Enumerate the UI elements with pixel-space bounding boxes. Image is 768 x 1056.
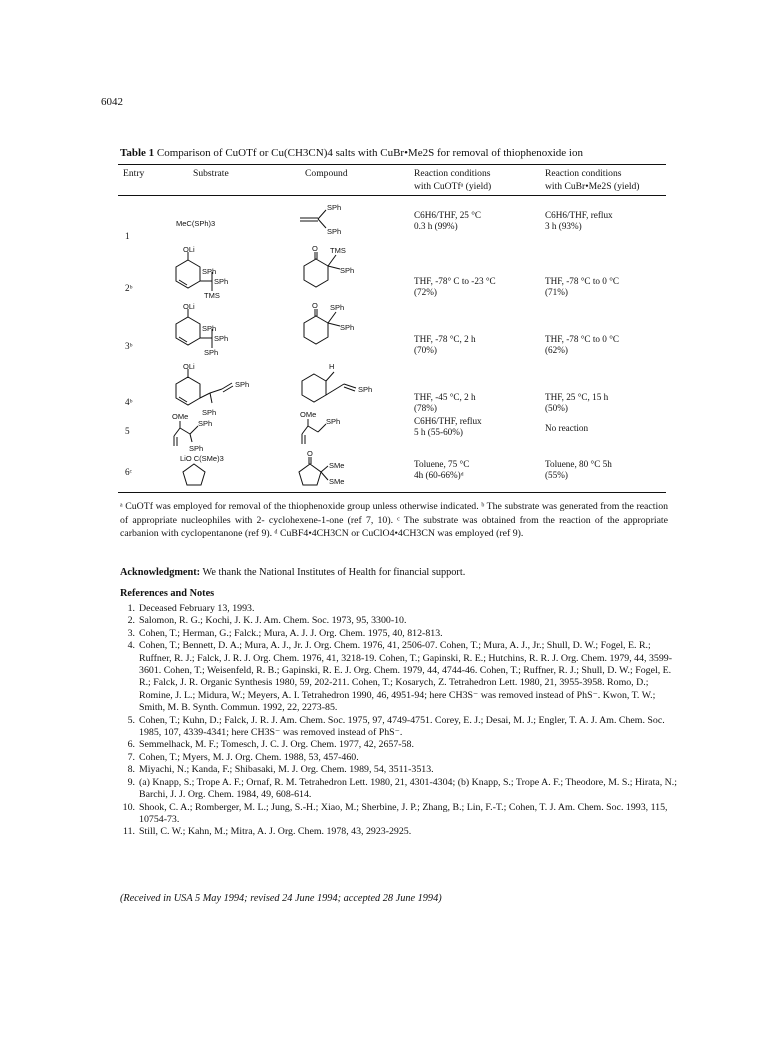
row-6-compound-structure — [296, 448, 376, 492]
header-cond1-line2: with CuOTfᵃ (yield) — [414, 181, 492, 192]
svg-text:SMe: SMe — [329, 477, 345, 486]
row-3-compound-structure — [296, 302, 376, 357]
row-2-cond1-line2: (72%) — [414, 287, 437, 297]
header-cond2-line2: with CuBr•Me2S (yield) — [545, 181, 640, 192]
row-4-entry: 4ᵇ — [125, 397, 133, 407]
svg-text:SPh: SPh — [214, 334, 229, 343]
header-cond2-line1: Reaction conditions — [545, 168, 622, 179]
row-5-substrate-structure — [168, 412, 248, 456]
reference-item: 11. Still, C. W.; Kahn, M.; Mitra, A. J. Org. Chem. 1978, 43, 2923-2925. — [123, 826, 412, 838]
reference-item: 1. Deceased February 13, 1993. — [127, 603, 255, 614]
svg-text:SPh: SPh — [330, 303, 345, 312]
row-2-cond1-line1: THF, -78° C to -23 °C — [414, 276, 496, 286]
svg-text:SPh: SPh — [235, 380, 250, 389]
svg-text:SPh: SPh — [198, 419, 213, 428]
header-compound: Compound — [305, 168, 348, 179]
row-6-cond1-line2: 4h (60-66%)ᵈ — [414, 470, 464, 480]
row-4-cond1-line2: (78%) — [414, 403, 437, 413]
row-1-entry: 1 — [125, 231, 130, 241]
row-6-cond2-line1: Toluene, 80 °C 5h — [545, 459, 612, 469]
row-6-cond1-line1: Toluene, 75 °C — [414, 459, 470, 469]
svg-text:TMS: TMS — [330, 246, 346, 255]
row-5-entry: 5 — [125, 426, 130, 436]
svg-text:OLi: OLi — [183, 246, 195, 254]
acknowledgment — [120, 567, 465, 578]
header-substrate: Substrate — [193, 168, 229, 179]
row-2-entry: 2ᵇ — [125, 283, 133, 293]
svg-text:O: O — [312, 245, 318, 253]
references-list — [120, 603, 680, 839]
page-number: 6042 — [101, 96, 123, 108]
svg-text:TMS: TMS — [204, 291, 220, 300]
header-entry: Entry — [123, 168, 145, 179]
references-title: References and Notes — [120, 588, 215, 599]
table-caption-text: Comparison of CuOTf or Cu(CH3CN)4 salts with CuBr•Me2S for removal of thiophenoxide ion — [156, 147, 583, 159]
reference-item: 5. Cohen, T.; Kuhn, D.; Falck, J. R. J. Am. Chem. Soc. 1975, 97, 4749-4751. Corey, E. J.; Desai, M. J.; Engler, T. A. J. Am. Chem. Soc. 1985, 107, 4339-4341; here CH3S⁻ was removed instead of PhS⁻. — [127, 714, 665, 739]
row-1-cond1-line1: C6H6/THF, 25 °C — [414, 210, 482, 220]
row-4-cond2-line2: (50%) — [545, 403, 568, 413]
row-5-cond2-line1: No reaction — [545, 423, 589, 433]
svg-text:SPh: SPh — [358, 385, 373, 394]
reference-item: 6. Semmelhack, M. F.; Tomesch, J. C. J. Org. Chem. 1977, 42, 2657-58. — [127, 739, 414, 751]
row-1-cond2-line1: C6H6/THF, reflux — [545, 210, 613, 220]
svg-text:SPh: SPh — [327, 227, 342, 236]
reference-item: 7. Cohen, T.; Myers, M. J. Org. Chem. 1988, 53, 457-460. — [127, 751, 359, 763]
svg-text:OLi: OLi — [183, 363, 195, 371]
reference-item: 8. Miyachi, N.; Kanda, F.; Shibasaki, M. J. Org. Chem. 1989, 54, 3511-3513. — [127, 764, 434, 776]
row-6-substrate-structure — [180, 462, 220, 490]
row-6-entry: 6ᶜ — [125, 467, 132, 477]
svg-text:SPh: SPh — [340, 266, 355, 275]
row-3-substrate-structure — [168, 303, 248, 358]
svg-text:OMe: OMe — [300, 410, 317, 419]
reference-item: 9. (a) Knapp, S.; Trope A. F.; Ornaf, R. M. Tetrahedron Lett. 1980, 21, 4301-4304; (b) Knapp, S.; Trope A. F.; Theodore, M. S.; Hirata, N.; Barchi, J. J. Org. Chem. 1984, 49, 608-614. — [127, 776, 677, 801]
acknowledgment-text: We thank the National Institutes of Health for financial support. — [202, 567, 466, 578]
reference-item: 10. Shook, C. A.; Romberger, M. L.; Jung, S.-H.; Xiao, M.; Sherbine, J. P.; Zhang, B.; Lin, F.-T.; Cohen, T. J. Am. Chem. Soc. 1993, 115, 10754-73. — [122, 801, 668, 825]
row-3-entry: 3ᵇ — [125, 341, 133, 351]
table-caption-label: Table 1 — [120, 147, 155, 159]
row-3-cond1-line2: (70%) — [414, 345, 437, 355]
svg-text:SPh: SPh — [327, 203, 342, 212]
table-top-rule — [118, 164, 666, 165]
row-5-cond1-line1: C6H6/THF, reflux — [414, 416, 482, 426]
row-3-cond2-line1: THF, -78 °C to 0 °C — [545, 334, 619, 344]
row-4-compound-structure — [296, 360, 386, 410]
row-1-cond1-line2: 0.3 h (99%) — [414, 221, 458, 231]
row-5-cond1-line2: 5 h (55-60%) — [414, 427, 463, 437]
svg-text:SPh: SPh — [204, 348, 219, 357]
row-6-cond2-line2: (55%) — [545, 470, 568, 480]
svg-text:H: H — [329, 362, 335, 371]
table-header-rule — [118, 195, 666, 196]
row-4-cond2-line1: THF, 25 °C, 15 h — [545, 392, 609, 402]
reference-item: 2. Salomon, R. G.; Kochi, J. K. J. Am. Chem. Soc. 1973, 95, 3300-10. — [127, 615, 407, 627]
reference-item: 4. Cohen, T.; Bennett, D. A.; Mura, A. J., Jr. J. Org. Chem. 1976, 41, 2506-07. Cohen, T.; Mura, A. J., Jr.; Shull, D. W.; Fogel, E. R.; Ruffner, R. J.; Falck, J. R. J. Org. Chem. 1976, 41, 3218-19. Cohen, T.; Gapinski, R. E.; Hutchins, R. R. J. Org. Chem. 1979, 44, 3599-3601. Cohen, T.; Weisenfeld, R. B.; Gapinski, R. E. J. Org. Chem. 1979, 44, 4744-46. Cohen, T.; Ruffner, R. J.; Shull, D. W.; Fogel, E. R.; Falck, J. R. Organic Synthesis 1980, 59, 202-211. Cohen, T.; Kosarych, Z. Tetrahedron Lett. 1980, 21, 3955-3958. Romo, D.; Romine, J. L.; Midura, W.; Meyers, A. I. Tetrahedron 1990, 46, 4951-94; here CH3S⁻ was removed instead of PhS⁻. Kwon, T. W.; Smith, M. B. Synth. Commun. 1992, 22, 2273-85. — [127, 640, 673, 714]
svg-text:SMe: SMe — [329, 461, 345, 470]
svg-text:O: O — [307, 449, 313, 458]
row-1-compound-structure — [298, 198, 358, 238]
svg-text:OLi: OLi — [183, 303, 195, 311]
row-2-substrate-structure — [168, 246, 248, 301]
row-2-cond2-line2: (71%) — [545, 287, 568, 297]
table-caption — [120, 147, 680, 159]
svg-text:SPh: SPh — [340, 323, 355, 332]
svg-text:O: O — [312, 302, 318, 310]
acknowledgment-label: Acknowledgment: — [120, 567, 201, 578]
row-2-compound-structure — [296, 245, 376, 300]
row-1-cond2-line2: 3 h (93%) — [545, 221, 582, 231]
row-3-cond2-line2: (62%) — [545, 345, 568, 355]
svg-text:SPh: SPh — [202, 408, 217, 417]
svg-text:SPh: SPh — [202, 267, 217, 276]
svg-text:OMe: OMe — [172, 412, 189, 421]
table-bottom-rule — [118, 492, 666, 493]
header-cond1-line1: Reaction conditions — [414, 168, 491, 179]
received-dates: (Received in USA 5 May 1994; revised 24 June 1994; accepted 28 June 1994) — [120, 893, 442, 904]
svg-text:SPh: SPh — [214, 277, 229, 286]
reference-item: 3. Cohen, T.; Herman, G.; Falck.; Mura, A. J. J. Org. Chem. 1975, 40, 812-813. — [127, 627, 443, 639]
row-4-substrate-structure — [168, 363, 268, 418]
row-3-cond1-line1: THF, -78 °C, 2 h — [414, 334, 476, 344]
row-4-cond1-line1: THF, -45 °C, 2 h — [414, 392, 476, 402]
svg-text:SPh: SPh — [326, 417, 341, 426]
table-footnote: ᵃ CuOTf was employed for removal of the thiophenoxide group unless otherwise indicated. ᵇ The substrate was generated from the reaction of appropriate nucleophiles with 2- cyclohexene-1-one (ref 7, 10). ᶜ The substrate was obtained from the reaction of the appropriate carbanion with cyclopentanone (ref 9). ᵈ CuBF4•4CH3CN or CuClO4•4CH3CN was employed (ref 9). — [120, 501, 668, 539]
row-2-cond2-line1: THF, -78 °C to 0 °C — [545, 276, 619, 286]
svg-text:SPh: SPh — [189, 444, 204, 453]
row-1-substrate: MeC(SPh)3 — [176, 219, 216, 228]
row-6-substrate-label: LiO C(SMe)3 — [180, 454, 224, 463]
svg-text:SPh: SPh — [202, 324, 217, 333]
